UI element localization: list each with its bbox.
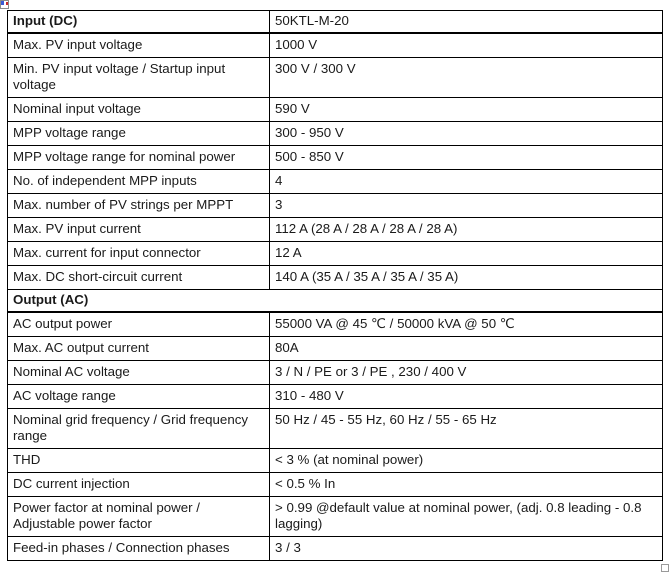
param-cell: Max. AC output current	[8, 337, 270, 361]
spec-row	[8, 385, 663, 409]
param-cell: AC voltage range	[8, 385, 270, 409]
value-cell: 590 V	[270, 98, 663, 122]
param-cell: Nominal AC voltage	[8, 361, 270, 385]
param-cell: Max. PV input voltage	[8, 33, 270, 58]
value-cell: 55000 VA @ 45 ℃ / 50000 kVA @ 50 ℃	[270, 312, 663, 337]
param-cell: DC current injection	[8, 473, 270, 497]
section-header-row	[8, 11, 663, 34]
param-cell: No. of independent MPP inputs	[8, 170, 270, 194]
value-cell: 300 - 950 V	[270, 122, 663, 146]
spec-row	[8, 194, 663, 218]
value-cell: 50 Hz / 45 - 55 Hz, 60 Hz / 55 - 65 Hz	[270, 409, 663, 449]
spec-row	[8, 337, 663, 361]
spec-row	[8, 98, 663, 122]
param-cell: AC output power	[8, 312, 270, 337]
spec-row	[8, 409, 663, 449]
table-resize-handle[interactable]	[661, 564, 669, 572]
spec-row	[8, 33, 663, 58]
value-cell: 140 A (35 A / 35 A / 35 A / 35 A)	[270, 266, 663, 290]
section-header-row	[8, 290, 663, 313]
param-cell: THD	[8, 449, 270, 473]
spec-row	[8, 473, 663, 497]
section-title: Output (AC)	[8, 290, 663, 313]
param-cell: Max. PV input current	[8, 218, 270, 242]
value-cell: < 3 % (at nominal power)	[270, 449, 663, 473]
value-cell: 112 A (28 A / 28 A / 28 A / 28 A)	[270, 218, 663, 242]
spec-row	[8, 449, 663, 473]
spec-row	[8, 537, 663, 561]
value-cell: 310 - 480 V	[270, 385, 663, 409]
param-cell: Min. PV input voltage / Startup input voltage	[8, 58, 270, 98]
value-cell: 1000 V	[270, 33, 663, 58]
spec-row	[8, 497, 663, 537]
spec-row	[8, 122, 663, 146]
spec-row	[8, 146, 663, 170]
value-cell: 80A	[270, 337, 663, 361]
spec-table-body	[8, 11, 663, 561]
spec-row	[8, 361, 663, 385]
param-cell: Max. current for input connector	[8, 242, 270, 266]
param-cell: Feed-in phases / Connection phases	[8, 537, 270, 561]
placeholder-red-chip	[6, 2, 8, 5]
spec-row	[8, 266, 663, 290]
value-cell: 12 A	[270, 242, 663, 266]
spec-row	[8, 312, 663, 337]
param-cell: Max. DC short-circuit current	[8, 266, 270, 290]
value-cell: 3	[270, 194, 663, 218]
object-placeholder-icon	[0, 0, 9, 9]
value-cell: < 0.5 % In	[270, 473, 663, 497]
param-cell: MPP voltage range for nominal power	[8, 146, 270, 170]
value-cell: 4	[270, 170, 663, 194]
value-cell: > 0.99 @default value at nominal power, (adj. 0.8 leading - 0.8 lagging)	[270, 497, 663, 537]
param-cell: Nominal input voltage	[8, 98, 270, 122]
param-cell: MPP voltage range	[8, 122, 270, 146]
spec-row	[8, 58, 663, 98]
value-cell: 300 V / 300 V	[270, 58, 663, 98]
section-title-value: 50KTL-M-20	[270, 11, 663, 34]
value-cell: 500 - 850 V	[270, 146, 663, 170]
spec-row	[8, 218, 663, 242]
spec-row	[8, 170, 663, 194]
param-cell: Nominal grid frequency / Grid frequency range	[8, 409, 270, 449]
value-cell: 3 / 3	[270, 537, 663, 561]
placeholder-blue-chip	[1, 1, 4, 5]
value-cell: 3 / N / PE or 3 / PE , 230 / 400 V	[270, 361, 663, 385]
section-title: Input (DC)	[8, 11, 270, 34]
spec-table	[7, 10, 663, 561]
spec-row	[8, 242, 663, 266]
param-cell: Max. number of PV strings per MPPT	[8, 194, 270, 218]
param-cell: Power factor at nominal power / Adjustable power factor	[8, 497, 270, 537]
